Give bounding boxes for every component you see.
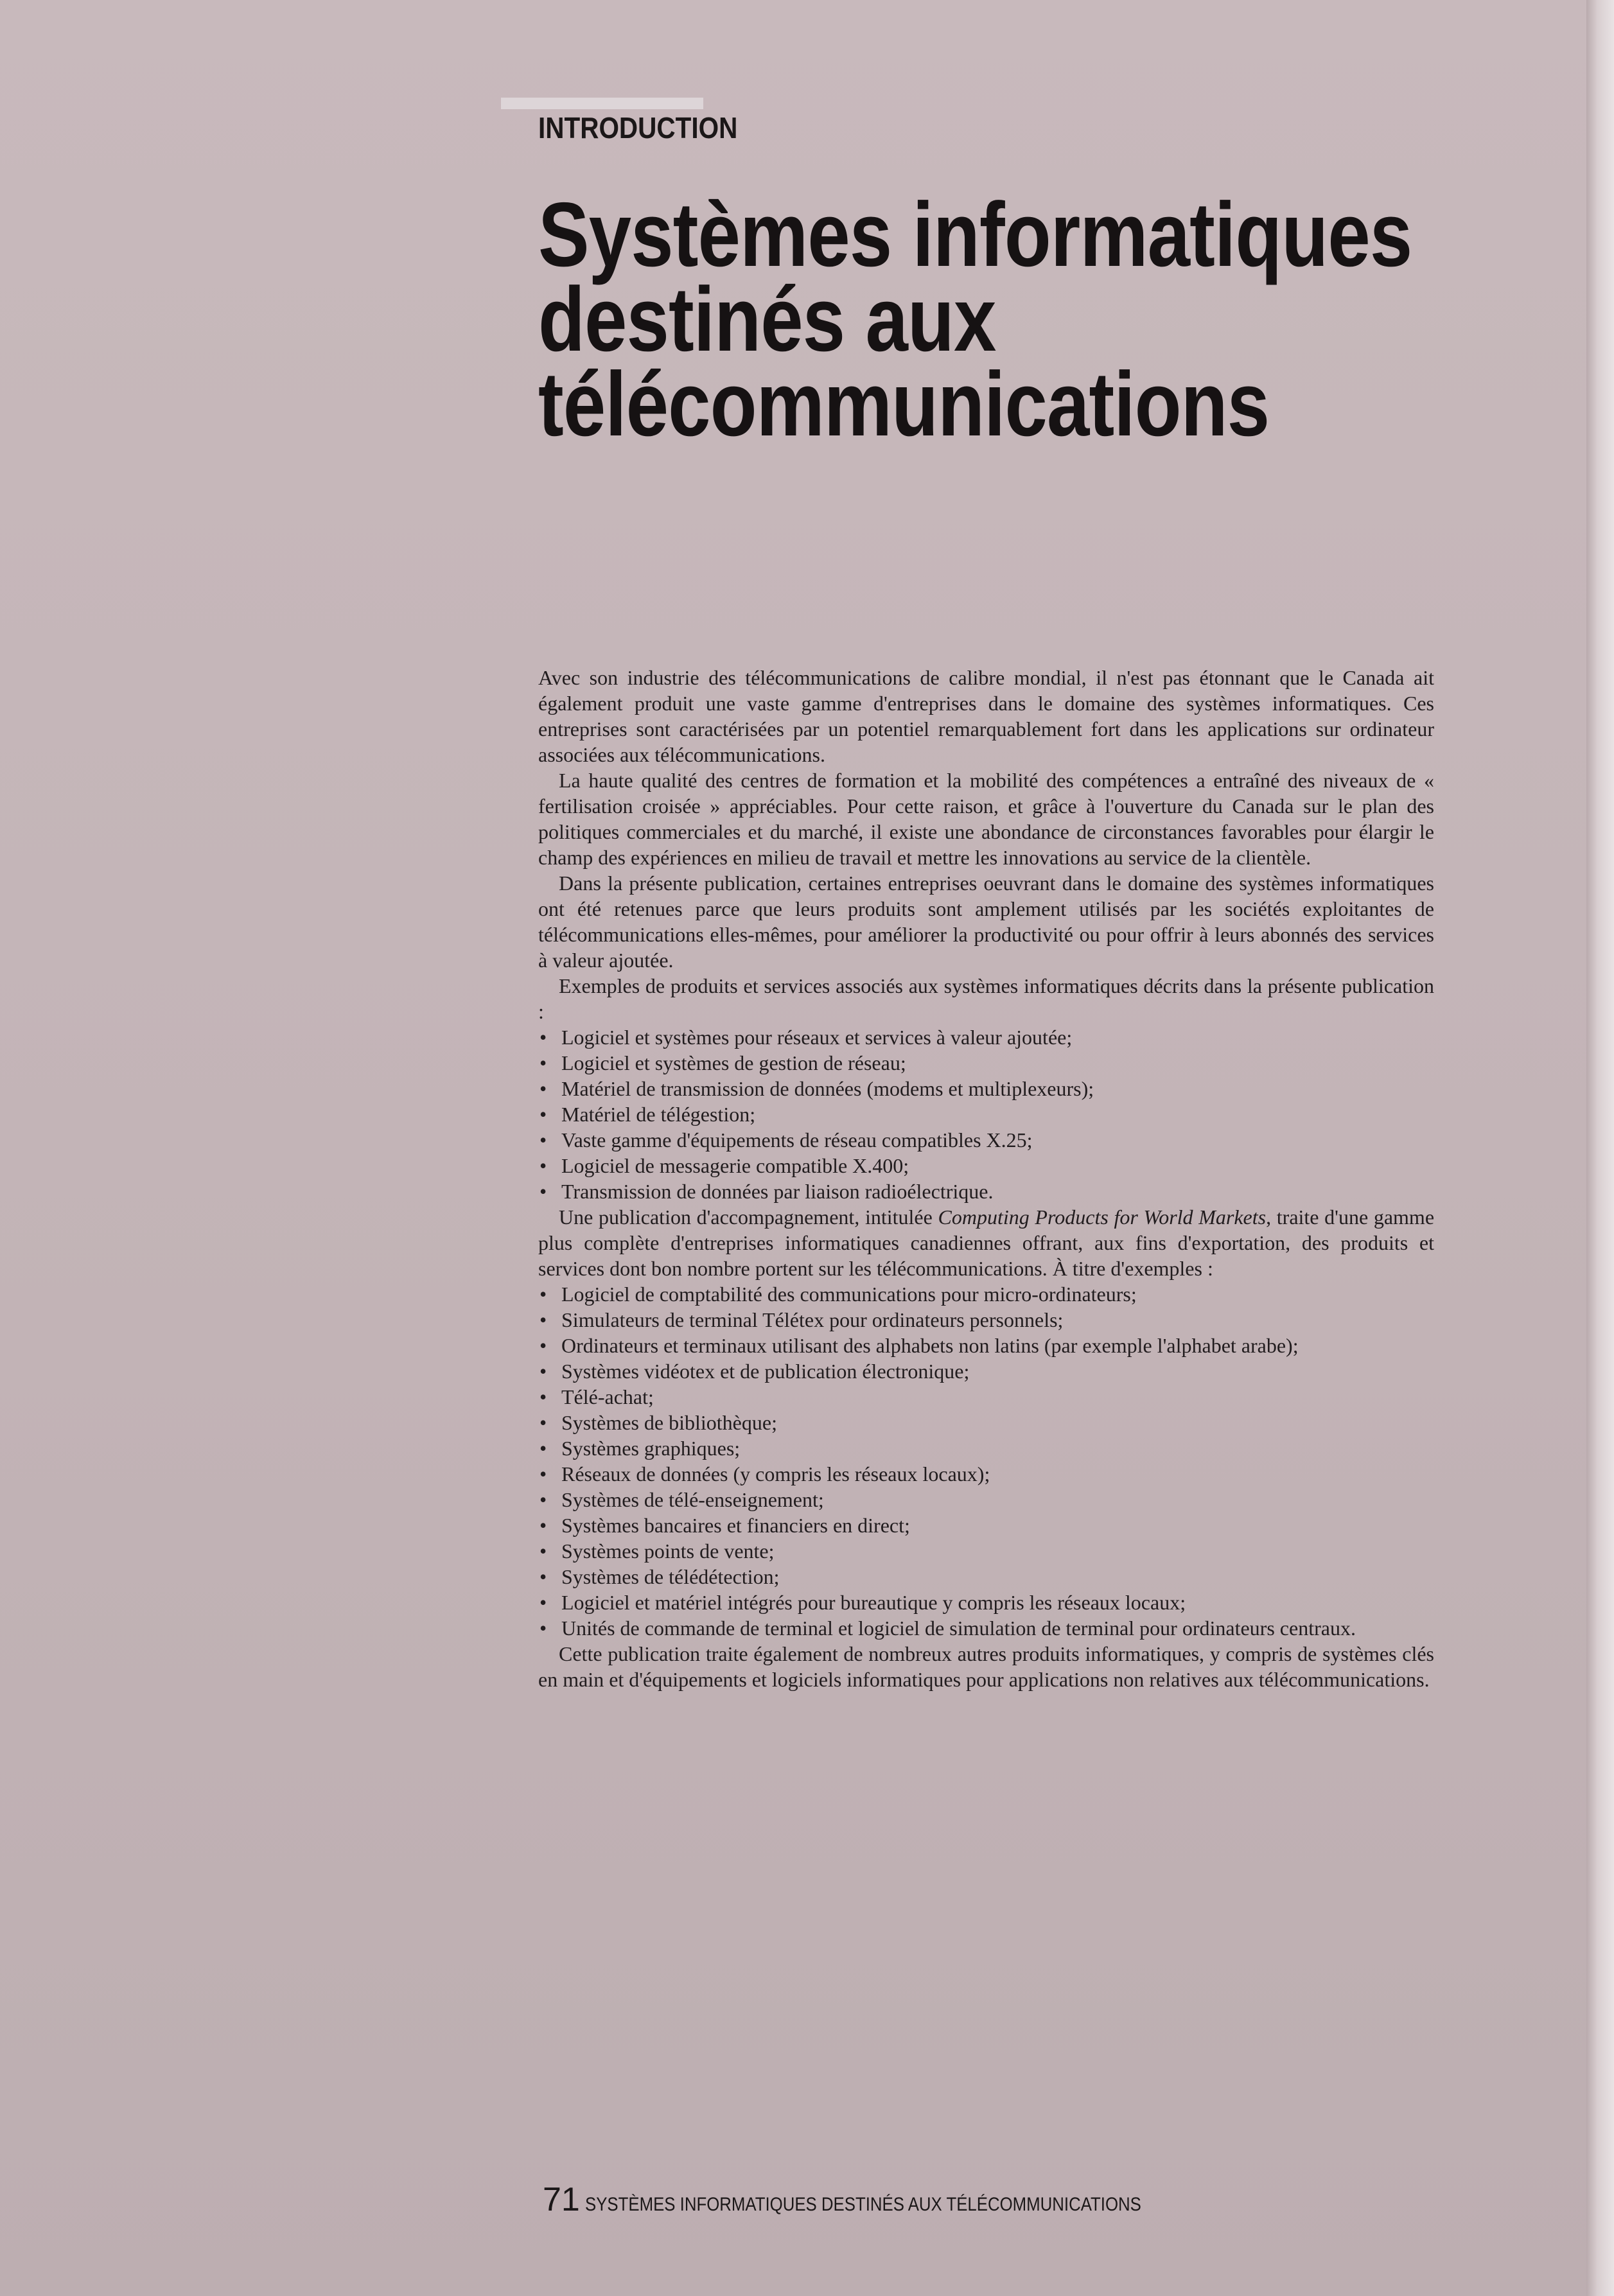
list-item-text: Matériel de transmission de données (modems et multiplexeurs); (561, 1077, 1094, 1100)
title-line-2: destinés aux (538, 268, 996, 371)
list-item-text: Logiciel et systèmes pour réseaux et services à valeur ajoutée; (561, 1026, 1073, 1049)
paragraph-3: Dans la présente publication, certaines entreprises oeuvrant dans le domaine des systèmes informatiques ont été retenues parce que leurs produits sont amplement utilisés par les sociétés exploitantes de télécommunications elles-mêmes, pour améliorer la productivité ou pour offrir à leurs abonnés des services à valeur ajoutée. (538, 872, 1434, 972)
list-item (538, 1076, 1434, 1101)
list-item-text: Logiciel de messagerie compatible X.400; (561, 1154, 909, 1177)
list-item (538, 1461, 1434, 1487)
bullet-icon: • (539, 1180, 547, 1203)
bullet-icon: • (539, 1103, 547, 1126)
paragraph-4: Exemples de produits et services associés aux systèmes informatiques décrits dans la présente publication : (538, 974, 1434, 1023)
list-item (538, 1024, 1434, 1050)
page-footer (543, 2180, 1232, 2219)
list-item-text: Transmission de données par liaison radioélectrique. (561, 1180, 994, 1203)
bullet-icon: • (539, 1565, 547, 1588)
list-item (538, 1179, 1434, 1204)
bullet-icon: • (539, 1462, 547, 1485)
paragraph-1: Avec son industrie des télécommunications de calibre mondial, il n'est pas étonnant que le Canada ait également produit une vaste gamme d'entreprises dans le domaine des systèmes informatiques. Ces entreprises sont caractérisées par un potentiel remarquablement fort dans les applications sur ordinateur associées aux télécommunications. (538, 666, 1434, 766)
list-item (538, 1487, 1434, 1512)
bullet-icon: • (539, 1077, 547, 1100)
list-item-text: Logiciel et matériel intégrés pour bureautique y compris les réseaux locaux; (561, 1591, 1186, 1614)
list-item-text: Systèmes bancaires et financiers en direct; (561, 1514, 910, 1537)
list-item (538, 1281, 1434, 1307)
bullet-icon: • (539, 1514, 547, 1537)
section-label: INTRODUCTION (538, 111, 738, 145)
list-item-text: Systèmes de bibliothèque; (561, 1411, 777, 1434)
page-edge (1586, 0, 1614, 2296)
title-line-3: télécommunications (538, 353, 1270, 455)
list-item-text: Systèmes de télé-enseignement; (561, 1488, 824, 1511)
article-body (538, 665, 1434, 1692)
bullet-icon: • (539, 1360, 547, 1383)
paragraph-2: La haute qualité des centres de formation et la mobilité des compétences a entraîné des niveaux de « fertilisation croisée » appréciables. Pour cette raison, et grâce à l'ouverture du Canada sur le plan des politiques commerciales et du marché, il existe une abondance de circonstances favorables pour élargir le champ des expériences en milieu de travail et mettre les innovations au service de la clientèle. (538, 769, 1434, 869)
footer-title: SYSTÈMES INFORMATIQUES DESTINÉS AUX TÉLÉCOMMUNICATIONS (584, 2194, 1141, 2215)
product-list (538, 1024, 1434, 1204)
list-item-text: Ordinateurs et terminaux utilisant des alphabets non latins (par exemple l'alphabet arabe); (561, 1334, 1299, 1357)
paragraph-final: Cette publication traite également de nombreux autres produits informatiques, y compris de systèmes clés en main et d'équipements et logiciels informatiques pour applications non relatives aux télécommunications. (538, 1642, 1434, 1691)
list-item (538, 1564, 1434, 1590)
list-item-text: Vaste gamme d'équipements de réseau compatibles X.25; (561, 1128, 1033, 1152)
list-item-text: Systèmes graphiques; (561, 1437, 741, 1460)
list-item-text: Télé-achat; (561, 1385, 654, 1408)
bullet-icon: • (539, 1411, 547, 1434)
bullet-icon: • (539, 1539, 547, 1563)
list-item (538, 1307, 1434, 1333)
list-item (538, 1538, 1434, 1564)
bullet-icon: • (539, 1437, 547, 1460)
title-line-1: Systèmes informatiques (538, 184, 1412, 286)
list-item-text: Matériel de télégestion; (561, 1103, 756, 1126)
list-item-text: Systèmes points de vente; (561, 1539, 775, 1563)
list-item (538, 1435, 1434, 1461)
bullet-icon: • (539, 1283, 547, 1306)
list-item (538, 1590, 1434, 1615)
bullet-icon: • (539, 1617, 547, 1640)
list-item (538, 1101, 1434, 1127)
bullet-icon: • (539, 1591, 547, 1614)
paragraph-5 (538, 1204, 1434, 1281)
bullet-icon: • (539, 1308, 547, 1331)
publication-title: Computing Products for World Markets (938, 1205, 1267, 1229)
bullet-icon: • (539, 1334, 547, 1357)
bullet-icon: • (539, 1026, 547, 1049)
list-item-text: Logiciel et systèmes de gestion de réseau; (561, 1051, 906, 1074)
list-item (538, 1153, 1434, 1179)
list-item (538, 1512, 1434, 1538)
bullet-icon: • (539, 1128, 547, 1152)
list-item (538, 1615, 1434, 1641)
bullet-icon: • (539, 1051, 547, 1074)
bullet-icon: • (539, 1488, 547, 1511)
paragraph-5-rest: , traite d'une gamme plus complète d'entreprises informatiques canadiennes offrant, aux fins d'exportation, des produits et services dont bon nombre portent sur les télécommunications. À titre d'exemples : (538, 1205, 1435, 1280)
paragraph-5-intro: Une publication d'accompagnement, intitulée (559, 1205, 938, 1229)
list-item-text: Réseaux de données (y compris les réseaux locaux); (561, 1462, 990, 1485)
list-item (538, 1384, 1434, 1410)
bullet-icon: • (539, 1385, 547, 1408)
list-item (538, 1333, 1434, 1358)
list-item-text: Simulateurs de terminal Télétex pour ordinateurs personnels; (561, 1308, 1064, 1331)
bullet-icon: • (539, 1154, 547, 1177)
list-item-text: Unités de commande de terminal et logiciel de simulation de terminal pour ordinateurs centraux. (561, 1617, 1356, 1640)
page-title (538, 184, 1412, 455)
example-list (538, 1281, 1434, 1641)
list-item (538, 1358, 1434, 1384)
list-item-text: Systèmes de télédétection; (561, 1565, 780, 1588)
list-item (538, 1127, 1434, 1153)
list-item (538, 1050, 1434, 1076)
page-number: 71 (543, 2181, 580, 2218)
list-item (538, 1410, 1434, 1435)
list-item-text: Systèmes vidéotex et de publication électronique; (561, 1360, 970, 1383)
section-rule (501, 98, 703, 109)
list-item-text: Logiciel de comptabilité des communications pour micro-ordinateurs; (561, 1283, 1137, 1306)
